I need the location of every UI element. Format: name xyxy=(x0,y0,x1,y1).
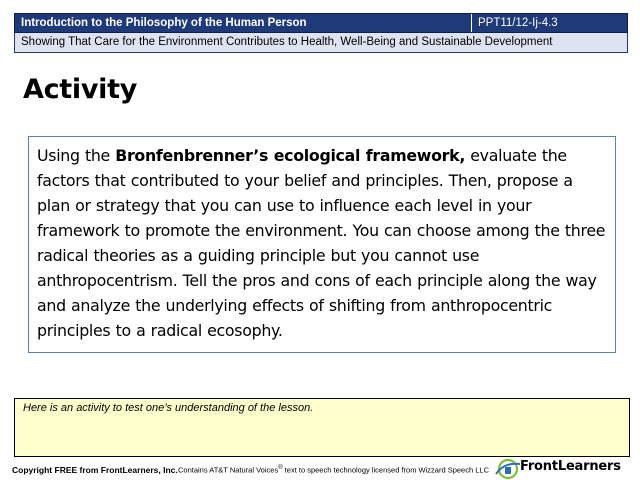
activity-intro: Using the xyxy=(37,146,116,165)
footer-voices-post: text to speech technology licensed from Wizzard Speech LLC xyxy=(282,465,489,475)
header-bar xyxy=(14,13,628,33)
footer-copyright: Copyright FREE from FrontLearners, Inc. xyxy=(12,465,178,475)
activity-framework-bold: Bronfenbrenner’s ecological framework, xyxy=(115,146,466,165)
notes-text: Here is an activity to test one’s understanding of the lesson. xyxy=(23,402,314,414)
footer-voices-pre: Contains AT&T Natural Voices xyxy=(178,465,279,475)
activity-rest: evaluate the factors that contributed to your belief and principles. Then, propose a plan or strategy that you can use to influence each level in your framework to promote the environment. You can choose among the three radical theories as a guiding principle but you cannot use anthropocentrism. Tell the pros and cons of each principle along the way and analyze the underlying effects of shifting from anthropocentric principles to a radical ecosophy. xyxy=(37,146,606,340)
frontlearners-logo-icon xyxy=(494,458,522,480)
lesson-subtitle: Showing That Care for the Environment Contributes to Health, Well-Being and Sustainable Development xyxy=(14,33,628,53)
footer-voices-mark: ® xyxy=(278,465,283,471)
notes-box[interactable] xyxy=(14,398,630,457)
slide-heading: Activity xyxy=(23,74,138,105)
activity-text xyxy=(37,143,607,343)
logo-text: FrontLearners xyxy=(520,459,621,474)
activity-box xyxy=(28,136,616,353)
course-title: Introduction to the Philosophy of the Human Person xyxy=(21,17,307,29)
footer-voices xyxy=(178,465,489,475)
lesson-code: PPT11/12-Ij-4.3 xyxy=(471,14,627,32)
